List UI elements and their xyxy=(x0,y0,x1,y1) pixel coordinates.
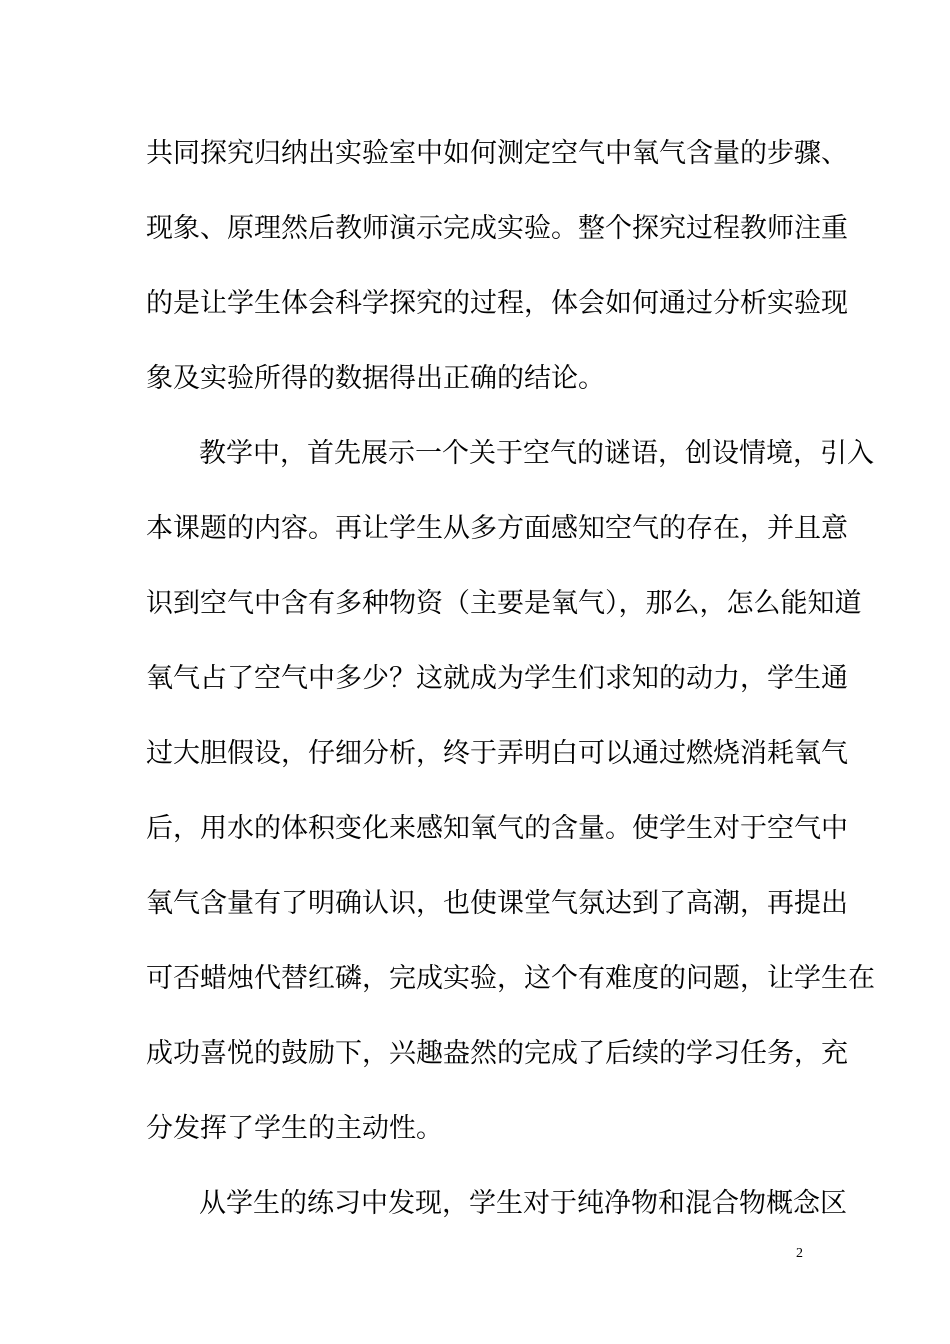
text-line: 现象、原理然后教师演示完成实验。整个探究过程教师注重 xyxy=(146,213,848,244)
text-line: 后，用水的体积变化来感知氧气的含量。使学生对于空气中 xyxy=(146,813,848,844)
paragraph-first-line: 教学中，首先展示一个关于空气的谜语，创设情境，引入 xyxy=(199,438,874,469)
paragraph-first-line: 从学生的练习中发现，学生对于纯净物和混合物概念区 xyxy=(199,1188,847,1219)
text-line: 成功喜悦的鼓励下，兴趣盎然的完成了后续的学习任务，充 xyxy=(146,1038,848,1069)
text-line: 的是让学生体会科学探究的过程，体会如何通过分析实验现 xyxy=(146,288,848,319)
text-line: 可否蜡烛代替红磷，完成实验，这个有难度的问题，让学生在 xyxy=(146,963,875,994)
text-line: 本课题的内容。再让学生从多方面感知空气的存在，并且意 xyxy=(146,513,848,544)
text-line: 分发挥了学生的主动性。 xyxy=(146,1113,443,1144)
page-number: 2 xyxy=(796,1246,803,1261)
text-line: 共同探究归纳出实验室中如何测定空气中氧气含量的步骤、 xyxy=(146,138,848,169)
text-line: 氧气含量有了明确认识，也使课堂气氛达到了高潮，再提出 xyxy=(146,888,848,919)
text-line: 氧气占了空气中多少？这就成为学生们求知的动力，学生通 xyxy=(146,663,848,694)
text-line: 识到空气中含有多种物资（主要是氧气），那么，怎么能知道 xyxy=(146,588,862,619)
text-line: 过大胆假设，仔细分析，终于弄明白可以通过燃烧消耗氧气 xyxy=(146,738,848,769)
text-line: 象及实验所得的数据得出正确的结论。 xyxy=(146,363,605,394)
